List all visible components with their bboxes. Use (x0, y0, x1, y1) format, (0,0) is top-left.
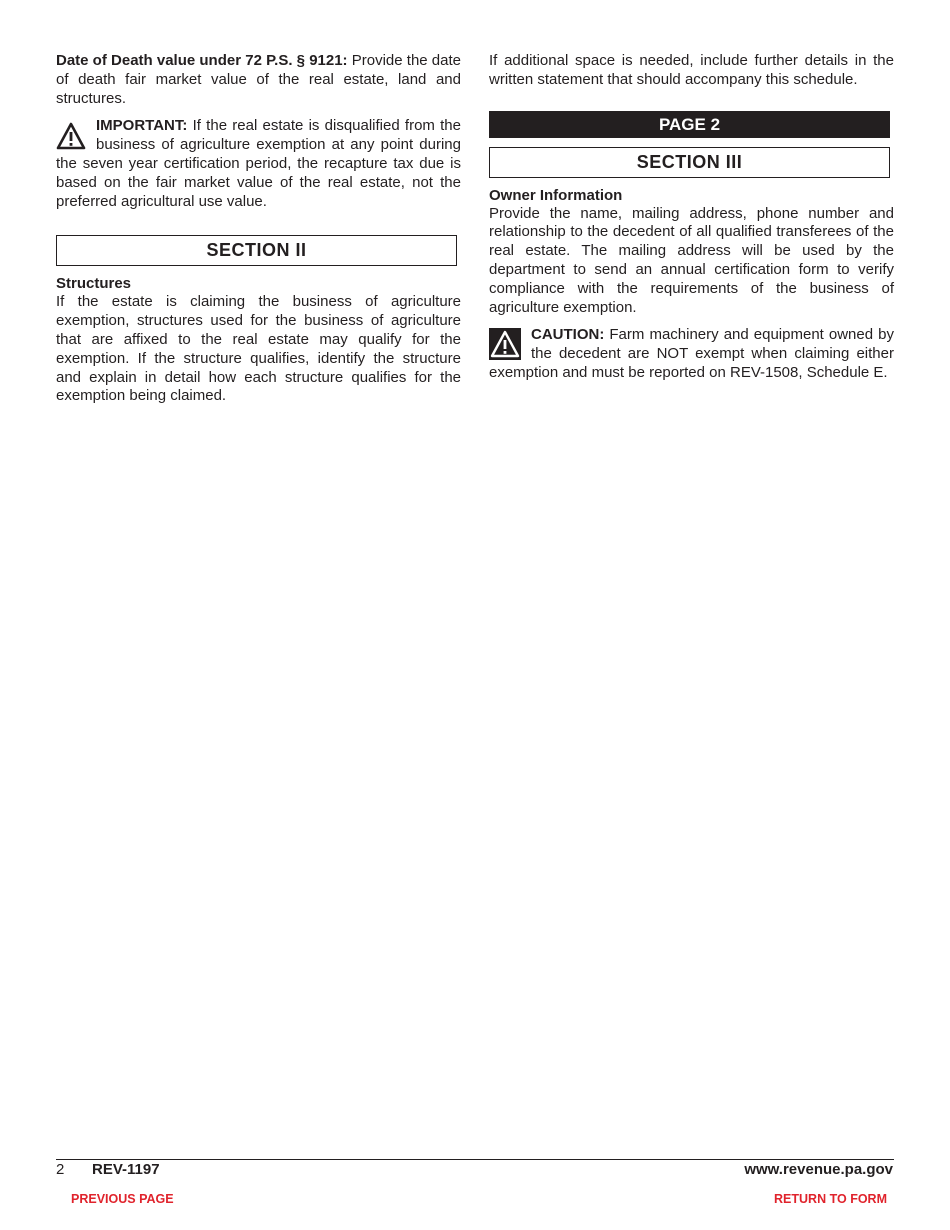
caution-note (489, 326, 894, 382)
warning-triangle-icon (56, 121, 86, 151)
dod-paragraph (56, 52, 461, 108)
caution-triangle-icon (489, 328, 521, 360)
owner-heading: Owner Information (489, 186, 623, 204)
return-to-form-link[interactable]: RETURN TO FORM (774, 1192, 887, 1206)
footer-divider (56, 1159, 894, 1160)
important-text: If the real estate is disqualified from the business of agriculture exemption at any point during the seven year certification period, the recapture tax due is based on the fair market value of the real estate, not the preferred agricultural use value. (56, 117, 461, 210)
page-2-banner: PAGE 2 (489, 111, 890, 138)
important-label: IMPORTANT: (96, 117, 188, 135)
intro-text: If additional space is needed, include further details in the written statement that should accompany this schedule. (489, 52, 894, 88)
owner-text: Provide the name, mailing address, phone number and relationship to the decedent of all qualified transferees of the real estate. The mailing address will be used by the department to send an annual certification form to verify compliance with the requirements of the business of agriculture exemption. (489, 204, 894, 316)
caution-text: Farm machinery and equipment owned by the decedent are NOT exempt when claiming either exemption and must be reported on REV-1508, Schedule E. (489, 326, 894, 381)
section-ii-header: SECTION II (56, 235, 457, 266)
dod-text: Provide the date of death fair market value of the real estate, land and structures. (56, 52, 462, 107)
left-column (56, 52, 461, 406)
right-column (489, 52, 894, 383)
structures-heading: Structures (56, 275, 132, 293)
caution-label: CAUTION: (531, 326, 605, 344)
section-iii-header: SECTION III (489, 147, 890, 178)
form-id: REV-1197 (92, 1161, 160, 1178)
page-number: 2 (56, 1161, 65, 1178)
important-note (56, 117, 461, 211)
structures-text: If the estate is claiming the business of agriculture exemption, structures used for the business of agriculture that are affixed to the real estate may qualify for the exemption. If the structure qualifies, identify the structure and explain in detail how each structure qualifies for the exemption being claimed. (56, 293, 461, 405)
previous-page-link[interactable]: PREVIOUS PAGE (71, 1192, 174, 1206)
dod-label: Date of Death value under 72 P.S. § 9121: (56, 52, 348, 69)
website-link[interactable]: www.revenue.pa.gov (744, 1161, 893, 1178)
